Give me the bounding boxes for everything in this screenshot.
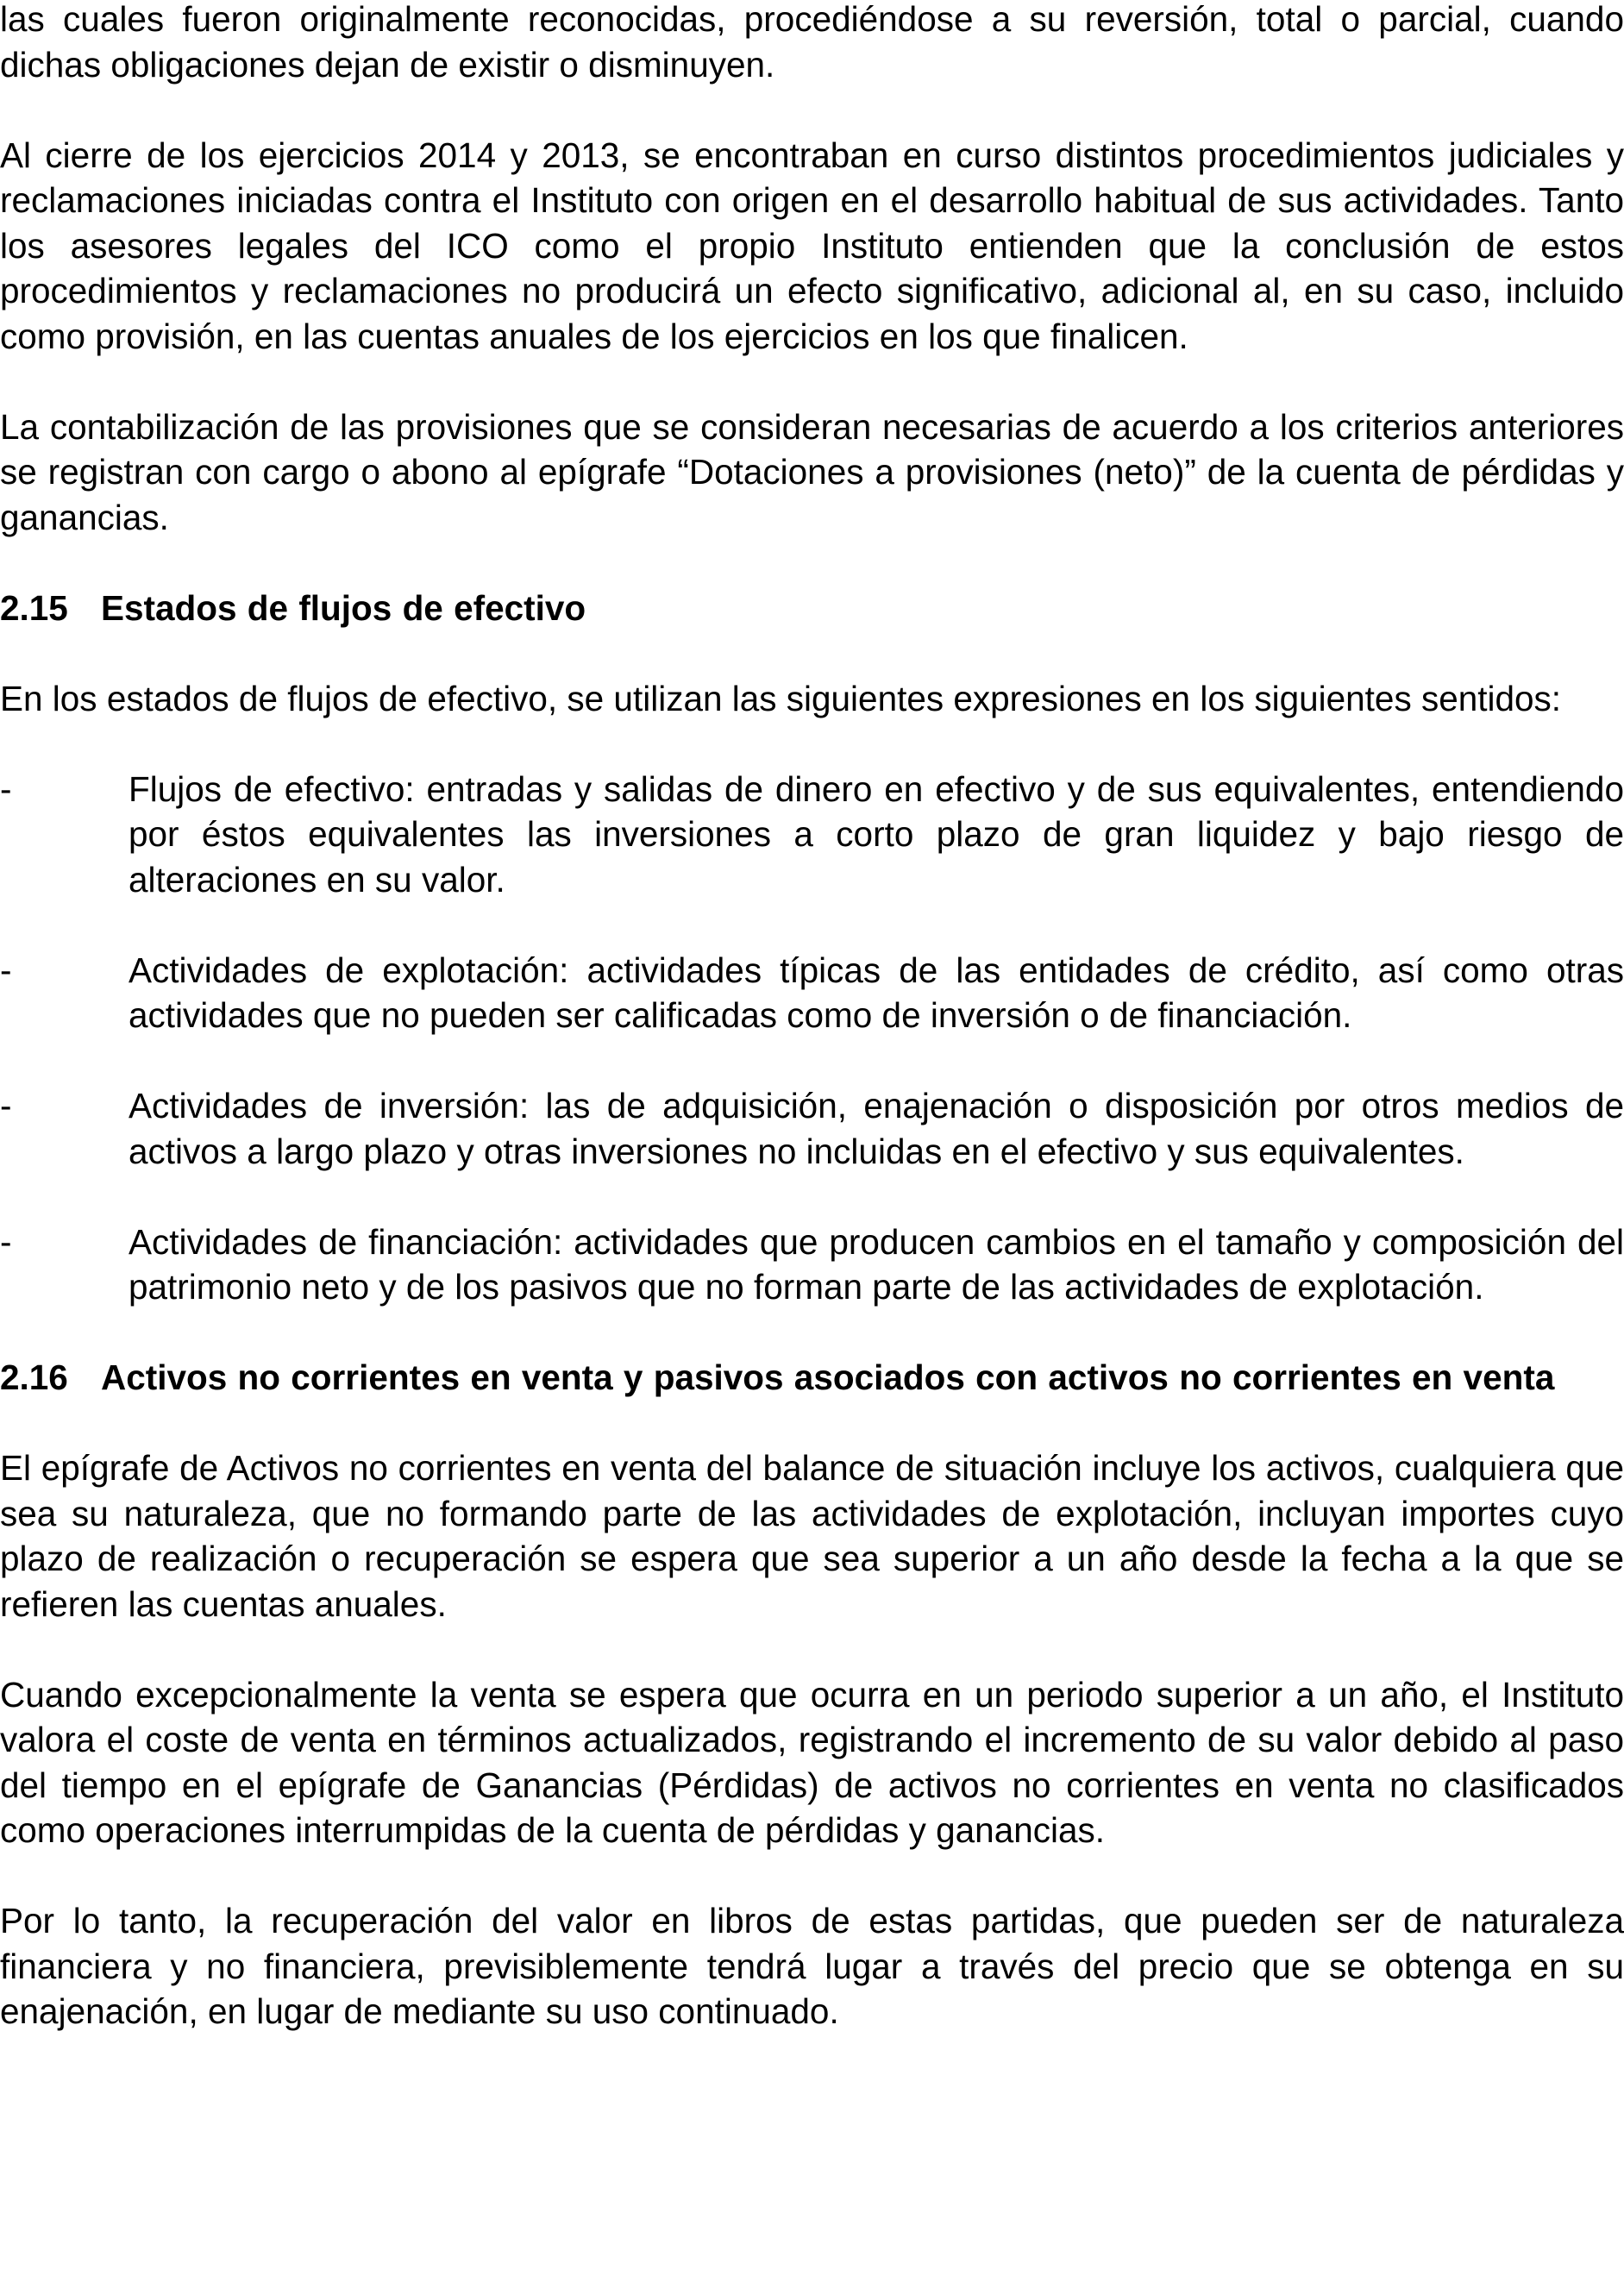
heading-2-16 [0, 1355, 1624, 1401]
heading-2-15-title: Estados de flujos de efectivo [101, 587, 586, 628]
bullet-dash: - [0, 1086, 12, 1125]
heading-2-16-title: Activos no corrientes en venta y pasivos asociados con activos no corrientes en venta [101, 1357, 1555, 1397]
paragraph-recovery-value: Por lo tanto, la recuperación del valor en libros de estas partidas, que pueden ser de naturaleza financiera y no financiera, previsiblemente tendrá lugar a través del precio que se obtenga en su enajenación, en lugar de mediante su uso continuado. [0, 1901, 1624, 2031]
bullet-financing-activities: Actividades de financiación: actividades que producen cambios en el tamaño y composición del patrimonio neto y de los pasivos que no forman parte de las actividades de explotación. [129, 1221, 1624, 1307]
heading-2-15-number: 2.15 [0, 587, 68, 628]
heading-2-15 [0, 586, 1624, 631]
paragraph-sale-valuation: Cuando excepcionalmente la venta se espera que ocurra en un periodo superior a un año, el Instituto valora el coste de venta en términos actualizados, registrando el incremento de su valor debido al paso del tiempo en el epígrafe de Ganancias (Pérdidas) de activos no corrientes en venta no clasificados como operaciones interrumpidas de la cuenta de pérdidas y ganancias. [0, 1674, 1624, 1850]
paragraph-provisions-accounting: La contabilización de las provisiones que se consideran necesarias de acuerdo a los criterios anteriores se registran con cargo o abono al epígrafe “Dotaciones a provisiones (neto)” de la cuenta de pérdidas y ganancias. [0, 406, 1624, 537]
list-item [0, 767, 1624, 903]
list-item [0, 1083, 1624, 1174]
bullet-dash: - [0, 768, 12, 809]
bullet-dash: - [0, 1221, 12, 1262]
bullet-operating-activities: Actividades de explotación: actividades típicas de las entidades de crédito, así como otras actividades que no pueden ser calificadas como de inversión o de financiación. [129, 950, 1624, 1035]
paragraph-legal-proceedings: Al cierre de los ejercicios 2014 y 2013, se encontraban en curso distintos procedimientos judiciales y reclamaciones iniciadas contra el Instituto con origen en el desarrollo habitual de sus actividades. Tanto los asesores legales del ICO como el propio Instituto entienden que la conclusión de estos procedimientos y reclamaciones no producirá un efecto significativo, adicional al, en su caso, incluido como provisión, en las cuentas anuales de los ejercicios en los que finalicen. [0, 135, 1624, 356]
paragraph-non-current-assets: El epígrafe de Activos no corrientes en venta del balance de situación incluye los activos, cualquiera que sea su naturaleza, que no formando parte de las actividades de explotación, incluyan importes cuyo plazo de realización o recuperación se espera que sea superior a un año desde la fecha a la que se refieren las cuentas anuales. [0, 1448, 1624, 1624]
list-item [0, 1219, 1624, 1310]
bullet-dash: - [0, 950, 12, 990]
heading-2-16-number: 2.16 [0, 1357, 68, 1397]
list-item [0, 948, 1624, 1038]
paragraph-cash-flow-intro: En los estados de flujos de efectivo, se utilizan las siguientes expresiones en los siguientes sentidos: [0, 678, 1562, 718]
bullet-investing-activities: Actividades de inversión: las de adquisición, enajenación o disposición por otros medios de activos a largo plazo y otras inversiones no incluidas en el efectivo y sus equivalentes. [129, 1086, 1624, 1171]
bullet-cash-flows: Flujos de efectivo: entradas y salidas de dinero en efectivo y de sus equivalentes, entendiendo por éstos equivalentes las inversiones a corto plazo de gran liquidez y bajo riesgo de alteraciones en su valor. [129, 768, 1624, 900]
paragraph-provisions-reversal: las cuales fueron originalmente reconocidas, procediéndose a su reversión, total o parcial, cuando dichas obligaciones dejan de existir o disminuyen. [0, 0, 1624, 85]
